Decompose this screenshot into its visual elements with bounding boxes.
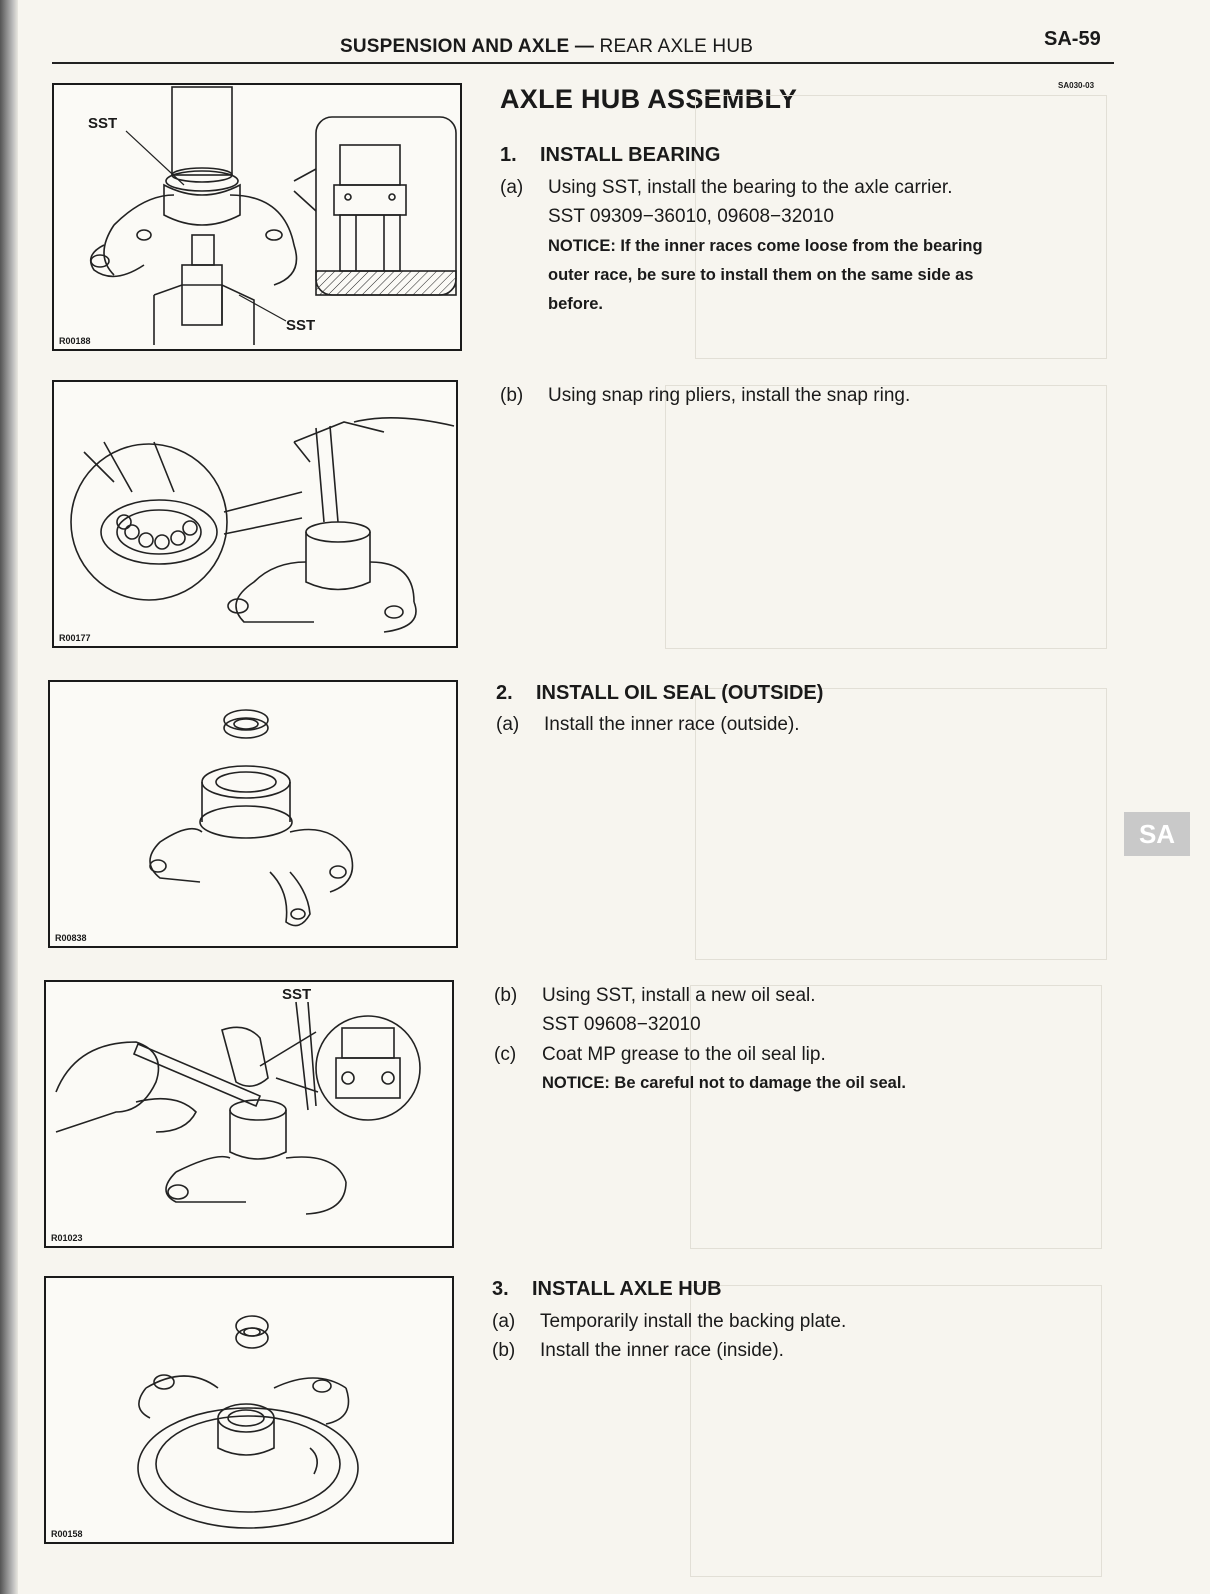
- item-text: Using snap ring pliers, install the snap ring.: [548, 385, 911, 406]
- item-text: Install the inner race (inside).: [540, 1340, 784, 1361]
- figure-axle-hub-backing-plate: [44, 1276, 454, 1544]
- sst-number: SST 09309−36010, 09608−32010: [548, 206, 834, 227]
- step-1a: [500, 173, 1100, 202]
- notice-line: NOTICE: Be careful not to damage the oil seal.: [542, 1074, 906, 1092]
- step-2a: [496, 710, 1096, 739]
- notice-line: NOTICE: If the inner races come loose from the bearing: [548, 237, 983, 255]
- step-title: INSTALL BEARING: [540, 144, 721, 166]
- item-mark: (a): [500, 177, 524, 198]
- step-2b-sst: [494, 1010, 1094, 1039]
- item-text: Temporarily install the backing plate.: [540, 1311, 847, 1332]
- page-number: SA-59: [1044, 28, 1101, 50]
- step-title: INSTALL AXLE HUB: [532, 1278, 722, 1300]
- figure-code: R00158: [51, 1529, 83, 1539]
- sst-label: SST: [282, 986, 312, 1003]
- document-code: SA030-03: [1058, 81, 1095, 90]
- header-separator: —: [574, 36, 595, 57]
- section-tab: SA: [1124, 812, 1190, 856]
- figure-code: R00177: [59, 633, 91, 643]
- figure-code: R01023: [51, 1233, 83, 1243]
- item-mark: (b): [494, 985, 518, 1006]
- sst-number: SST 09608−32010: [542, 1014, 701, 1035]
- item-mark: (a): [496, 714, 520, 735]
- step-3a: [492, 1307, 1092, 1336]
- step-number: 2.: [496, 682, 513, 704]
- axle-hub-backing-plate-illustration: [46, 1278, 452, 1542]
- step-2-heading: [496, 682, 823, 705]
- step-number: 1.: [500, 144, 517, 166]
- inner-race-outside-illustration: [50, 682, 456, 946]
- item-text: Coat MP grease to the oil seal lip.: [542, 1044, 826, 1065]
- item-mark: (b): [500, 385, 524, 406]
- bleed-through-frame: [665, 385, 1107, 649]
- sst-label: SST: [88, 115, 118, 132]
- notice-line: before.: [548, 295, 604, 313]
- figure-code: R00838: [55, 933, 87, 943]
- step-3-heading: [492, 1278, 722, 1301]
- notice-line: outer race, be sure to install them on the same side as: [548, 266, 974, 284]
- item-mark: (a): [492, 1311, 516, 1332]
- item-text: Using SST, install a new oil seal.: [542, 985, 816, 1006]
- step-title: INSTALL OIL SEAL (OUTSIDE): [536, 682, 824, 704]
- header-subtitle: REAR AXLE HUB: [599, 36, 754, 57]
- figure-oil-seal-install: [44, 980, 454, 1248]
- step-1a-sst: [500, 202, 1100, 231]
- figure-code: R00188: [59, 336, 91, 346]
- step-2b: [494, 981, 1094, 1010]
- step-2c: [494, 1040, 1094, 1069]
- step-1-heading: [500, 144, 720, 167]
- header-rule: [52, 62, 1114, 64]
- step-number: 3.: [492, 1278, 509, 1300]
- page-binding-edge: [0, 0, 18, 1594]
- item-mark: (b): [492, 1340, 516, 1361]
- step-1b: [500, 381, 1100, 410]
- figure-bearing-press: [52, 83, 462, 351]
- oil-seal-install-illustration: [46, 982, 452, 1246]
- running-header: [340, 36, 753, 58]
- item-text: Using SST, install the bearing to the axle carrier.: [548, 177, 953, 198]
- snap-ring-illustration: [54, 382, 456, 646]
- item-text: Install the inner race (outside).: [544, 714, 800, 735]
- figure-inner-race-outside: [48, 680, 458, 948]
- header-title: SUSPENSION AND AXLE: [340, 36, 570, 57]
- figure-snap-ring: [52, 380, 458, 648]
- sst-label: SST: [286, 317, 316, 334]
- step-3b: [492, 1336, 1092, 1365]
- item-mark: (c): [494, 1044, 517, 1065]
- section-title: AXLE HUB ASSEMBLY: [500, 84, 798, 114]
